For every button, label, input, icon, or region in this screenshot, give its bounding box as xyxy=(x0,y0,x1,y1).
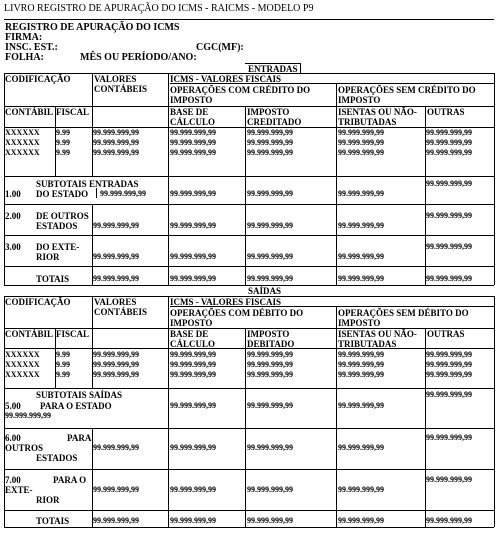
saidas-totais-rule xyxy=(4,510,494,511)
entradas-sub2-base: 99.999.999,99 xyxy=(170,221,216,230)
entradas-totais-label: TOTAIS xyxy=(36,274,70,284)
saidas-row-isentas: 99.999.999,99 xyxy=(338,350,384,359)
saidas-base-calculo-header: BASE DE CÁLCULO xyxy=(170,329,216,349)
entradas-base-calculo-header: BASE DE CÁLCULO xyxy=(170,107,216,127)
entradas-left-border xyxy=(4,73,5,285)
entradas-sub3-rule xyxy=(4,235,494,236)
entradas-row-imposto: 99.999.999,99 xyxy=(247,148,293,157)
entradas-row-isentas: 99.999.999,99 xyxy=(338,138,384,147)
entradas-sub2-label2: ESTADOS xyxy=(36,221,78,231)
firma-label: FIRMA: xyxy=(5,32,43,43)
entradas-row-valores: 99.999.999,99 xyxy=(93,148,139,157)
saidas-contabil-header: CONTÁBIL xyxy=(5,329,54,339)
saidas-totais-valores: 99.999.999,99 xyxy=(93,516,139,525)
saidas-sub6-valores: 99.999.999,99 xyxy=(93,443,139,452)
saidas-sub7-outras: 99.999.999,99 xyxy=(426,475,472,484)
saidas-section-title: SAÍDAS xyxy=(248,286,282,296)
folha-label: FOLHA: xyxy=(5,52,44,63)
register-title: REGISTRO DE APURAÇÃO DO ICMS xyxy=(5,22,180,33)
saidas-sub6-isentas: 99.999.999,99 xyxy=(338,443,384,452)
saidas-row-outras: 99.999.999,99 xyxy=(426,370,472,379)
saidas-row-base: 99.999.999,99 xyxy=(170,370,216,379)
saidas-sub5-imposto: 99.999.999,99 xyxy=(247,401,293,410)
entradas-box-right xyxy=(300,63,301,73)
saidas-sub6-label2: OUTROS xyxy=(5,443,44,453)
entradas-valores-divider xyxy=(92,73,93,176)
saidas-icms-divider xyxy=(168,296,169,527)
entradas-sub3-base: 99.999.999,99 xyxy=(170,252,216,261)
saidas-row-isentas: 99.999.999,99 xyxy=(338,360,384,369)
entradas-sub2-isentas: 99.999.999,99 xyxy=(338,221,384,230)
entradas-sub3-label1: DO EXTE- xyxy=(36,242,80,252)
entradas-sub1-imposto: 99.999.999,99 xyxy=(247,189,293,198)
saidas-totais-imposto: 99.999.999,99 xyxy=(247,516,293,525)
entradas-row-base: 99.999.999,99 xyxy=(170,148,216,157)
saidas-totais-label: TOTAIS xyxy=(36,516,70,526)
entradas-sub3-isentas: 99.999.999,99 xyxy=(338,252,384,261)
entradas-sub2-rule xyxy=(4,204,494,205)
saidas-row-outras: 99.999.999,99 xyxy=(426,360,472,369)
saidas-sub7-valores: 99.999.999,99 xyxy=(93,485,139,494)
saidas-subtotais-label: SUBTOTAIS SAÍDAS xyxy=(36,390,122,400)
entradas-section-title: ENTRADAS xyxy=(248,64,298,74)
saidas-sub6-outras: 99.999.999,99 xyxy=(426,433,472,442)
entradas-row-imposto: 99.999.999,99 xyxy=(247,128,293,137)
entradas-row-fiscal: 9.99 xyxy=(56,128,70,137)
entradas-icms-header: ICMS - VALORES FISCAIS xyxy=(170,74,281,84)
saidas-sub5-valores: 99.999.999,99 xyxy=(5,411,51,420)
saidas-sub7-number: 7.00 xyxy=(5,475,21,485)
saidas-row-valores: 99.999.999,99 xyxy=(93,360,139,369)
entradas-icms-rule xyxy=(170,83,494,84)
saidas-sub7-label3: RIOR xyxy=(36,495,60,505)
entradas-row-outras: 99.999.999,99 xyxy=(426,128,472,137)
saidas-icms-header: ICMS - VALORES FISCAIS xyxy=(170,297,281,307)
entradas-row-valores: 99.999.999,99 xyxy=(93,128,139,137)
saidas-valores-header: VALORES xyxy=(94,297,137,307)
saidas-row-imposto: 99.999.999,99 xyxy=(247,350,293,359)
saidas-subtotal-rule xyxy=(4,388,494,389)
entradas-subtotais-label: SUBTOTAIS ENTRADAS xyxy=(36,179,139,189)
saidas-isentas-header: ISENTAS OU NÃO-TRIBUTADAS xyxy=(338,329,417,349)
saidas-imposto-divider xyxy=(245,328,246,527)
entradas-totais-rule xyxy=(4,266,494,267)
entradas-row-imposto: 99.999.999,99 xyxy=(247,138,293,147)
entradas-fiscal-header: FISCAL xyxy=(56,107,90,117)
entradas-totais-imposto: 99.999.999,99 xyxy=(247,274,293,283)
entradas-contabeis-header: CONTÁBEIS xyxy=(94,84,148,94)
saidas-bottom-rule xyxy=(4,527,494,528)
saidas-totais-isentas: 99.999.999,99 xyxy=(338,516,384,525)
entradas-imposto-creditado-header: IMPOSTO CREDITADO xyxy=(247,107,302,127)
entradas-row-base: 99.999.999,99 xyxy=(170,138,216,147)
entradas-sub1-number: 1.00 xyxy=(5,189,21,199)
saidas-row-valores: 99.999.999,99 xyxy=(93,350,139,359)
entradas-sub1-valores: 99.999.999,99 xyxy=(100,189,146,198)
entradas-subtotal-rule xyxy=(4,176,494,177)
entradas-sub2-imposto: 99.999.999,99 xyxy=(247,221,293,230)
entradas-op-com-credito: OPERAÇÕES COM CRÉDITO DO IMPOSTO xyxy=(170,85,311,105)
entradas-row-code: XXXXXX xyxy=(5,148,40,157)
entradas-totais-isentas: 99.999.999,99 xyxy=(338,274,384,283)
entradas-outras-divider xyxy=(425,106,426,285)
entradas-icms-divider xyxy=(168,73,169,285)
saidas-sub7-label2: EXTE- xyxy=(5,485,33,495)
saidas-row-code: XXXXXX xyxy=(5,350,40,359)
entradas-totais-valores: 99.999.999,99 xyxy=(93,274,139,283)
saidas-right-border xyxy=(494,296,495,527)
entradas-sub1-outras: 99.999.999,99 xyxy=(426,179,472,188)
saidas-totais-outras: 99.999.999,99 xyxy=(426,516,472,525)
saidas-row-base: 99.999.999,99 xyxy=(170,350,216,359)
entradas-valores-header: VALORES xyxy=(94,74,137,84)
saidas-row-fiscal: 9.99 xyxy=(56,360,70,369)
saidas-row-outras: 99.999.999,99 xyxy=(426,350,472,359)
saidas-sub7-base: 99.999.999,99 xyxy=(170,485,216,494)
saidas-row-code: XXXXXX xyxy=(5,370,40,379)
saidas-totais-base: 99.999.999,99 xyxy=(170,516,216,525)
entradas-row-isentas: 99.999.999,99 xyxy=(338,128,384,137)
saidas-data-rule xyxy=(4,348,494,349)
saidas-op-com-debito: OPERAÇÕES COM DÉBITO DO IMPOSTO xyxy=(170,308,304,328)
saidas-row-valores: 99.999.999,99 xyxy=(93,370,139,379)
entradas-sem-credito-divider xyxy=(336,83,337,285)
saidas-sub6-label1: PARA xyxy=(67,433,92,443)
saidas-codificacao-header: CODIFICAÇÃO xyxy=(5,297,71,307)
saidas-fiscal-divider xyxy=(55,328,56,388)
cgc-label: CGC(MF): xyxy=(196,42,244,53)
entradas-row-valores: 99.999.999,99 xyxy=(93,138,139,147)
entradas-sub1-label: DO ESTADO xyxy=(36,189,89,199)
entradas-sub1-base: 99.999.999,99 xyxy=(170,189,216,198)
saidas-sub7-rule xyxy=(4,469,494,470)
entradas-sub2-valores: 99.999.999,99 xyxy=(93,221,139,230)
saidas-row-fiscal: 9.99 xyxy=(56,350,70,359)
entradas-contabil-header: CONTÁBIL xyxy=(5,107,54,117)
entradas-sub2-outras: 99.999.999,99 xyxy=(426,211,472,220)
saidas-sub6-rule xyxy=(4,428,494,429)
saidas-sub6-imposto: 99.999.999,99 xyxy=(247,443,293,452)
saidas-outras-header: OUTRAS xyxy=(427,329,465,339)
saidas-row-isentas: 99.999.999,99 xyxy=(338,370,384,379)
periodo-label: MÊS OU PERÍODO/ANO: xyxy=(80,52,197,63)
saidas-contabeis-header: CONTÁBEIS xyxy=(94,307,148,317)
entradas-sub2-number: 2.00 xyxy=(5,211,21,221)
saidas-valores-divider-lower xyxy=(92,428,93,527)
saidas-row-fiscal: 9.99 xyxy=(56,370,70,379)
entradas-row-code: XXXXXX xyxy=(5,138,40,147)
entradas-sub3-valores: 99.999.999,99 xyxy=(93,252,139,261)
saidas-sub7-label1: PARA O xyxy=(53,475,87,485)
page-title: LIVRO REGISTRO DE APURAÇÃO DO ICMS - RAICMS - MODELO P9 xyxy=(4,3,314,14)
entradas-row-base: 99.999.999,99 xyxy=(170,128,216,137)
entradas-row-fiscal: 9.99 xyxy=(56,138,70,147)
entradas-totais-outras: 99.999.999,99 xyxy=(426,274,472,283)
saidas-sub5-number: 5.00 xyxy=(5,401,21,411)
saidas-sem-debito-divider xyxy=(336,306,337,527)
saidas-sub6-number: 6.00 xyxy=(5,433,21,443)
saidas-outras-divider xyxy=(425,328,426,527)
entradas-row-fiscal: 9.99 xyxy=(56,148,70,157)
entradas-codificacao-header: CODIFICAÇÃO xyxy=(5,74,71,84)
saidas-sub5-label: PARA O ESTADO xyxy=(40,401,112,411)
saidas-valores-divider xyxy=(92,296,93,388)
saidas-imposto-debitado-header: IMPOSTO DEBITADO xyxy=(247,329,295,349)
saidas-sub7-isentas: 99.999.999,99 xyxy=(338,485,384,494)
entradas-sub1-divider xyxy=(96,188,97,198)
saidas-sub6-base: 99.999.999,99 xyxy=(170,443,216,452)
saidas-sub5-base: 99.999.999,99 xyxy=(170,401,216,410)
entradas-row-code: XXXXXX xyxy=(5,128,40,137)
saidas-sub5-outras: 99.999.999,99 xyxy=(426,390,472,399)
saidas-row-code: XXXXXX xyxy=(5,360,40,369)
entradas-sub3-label2: RIOR xyxy=(36,252,60,262)
entradas-totais-base: 99.999.999,99 xyxy=(170,274,216,283)
entradas-outras-header: OUTRAS xyxy=(427,107,465,117)
insc-est-label: INSC. EST.: xyxy=(5,42,58,53)
entradas-valores-divider-lower xyxy=(92,204,93,285)
entradas-right-border xyxy=(494,73,495,285)
entradas-op-sem-credito: OPERAÇÕES SEM CRÉDITO DO IMPOSTO xyxy=(338,85,476,105)
header-top-rule xyxy=(4,19,494,20)
saidas-sub5-isentas: 99.999.999,99 xyxy=(338,401,384,410)
entradas-row-outras: 99.999.999,99 xyxy=(426,148,472,157)
saidas-icms-rule xyxy=(170,306,494,307)
saidas-row-base: 99.999.999,99 xyxy=(170,360,216,369)
entradas-row-isentas: 99.999.999,99 xyxy=(338,148,384,157)
entradas-isentas-header: ISENTAS OU NÃO-TRIBUTADAS xyxy=(338,107,417,127)
entradas-sub3-number: 3.00 xyxy=(5,242,21,252)
saidas-row-imposto: 99.999.999,99 xyxy=(247,370,293,379)
saidas-op-sem-debito: OPERAÇÕES SEM DÉBITO DO IMPOSTO xyxy=(338,308,469,328)
saidas-sub6-label3: ESTADOS xyxy=(36,453,78,463)
saidas-left-border xyxy=(4,296,5,527)
entradas-sub2-label1: DE OUTROS xyxy=(36,211,89,221)
saidas-row-imposto: 99.999.999,99 xyxy=(247,360,293,369)
entradas-sub3-outras: 99.999.999,99 xyxy=(426,242,472,251)
saidas-sub7-imposto: 99.999.999,99 xyxy=(247,485,293,494)
entradas-imposto-divider xyxy=(245,106,246,285)
entradas-sub1-isentas: 99.999.999,99 xyxy=(338,189,384,198)
saidas-fiscal-header: FISCAL xyxy=(56,329,90,339)
entradas-sub3-imposto: 99.999.999,99 xyxy=(247,252,293,261)
entradas-fiscal-divider xyxy=(55,106,56,176)
entradas-row-outras: 99.999.999,99 xyxy=(426,138,472,147)
